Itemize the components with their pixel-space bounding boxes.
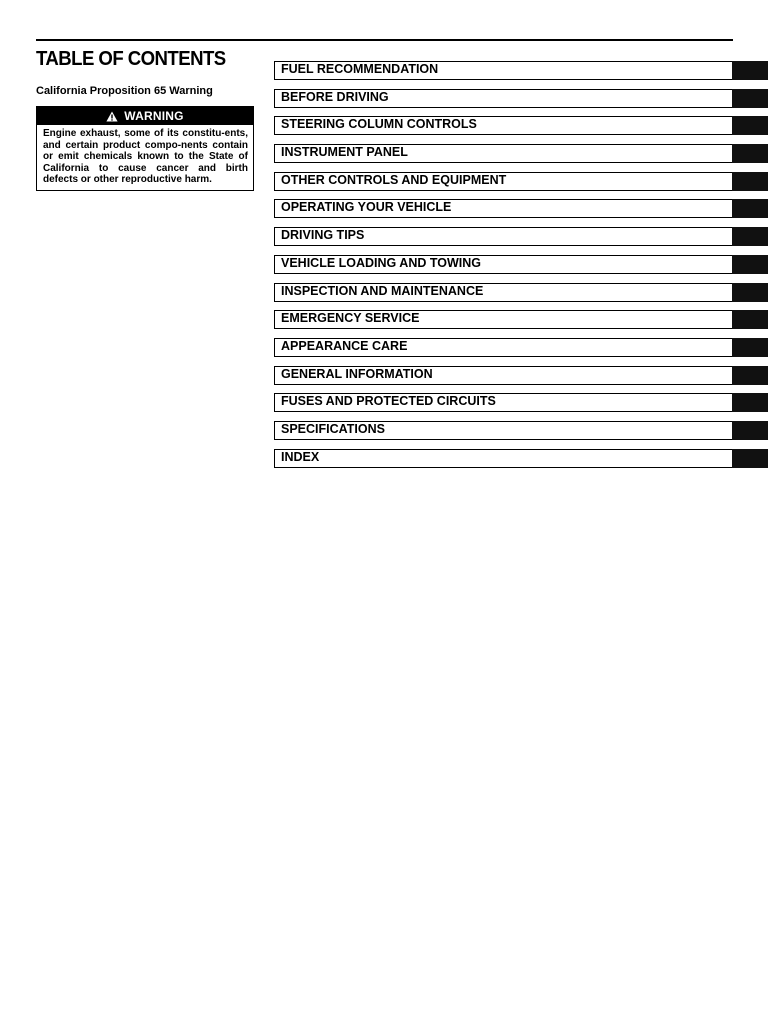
warning-triangle-icon: [106, 111, 118, 122]
section-tab: [732, 283, 768, 302]
section-tab: [732, 255, 768, 274]
toc-item-other-controls[interactable]: [274, 172, 732, 191]
prop65-warning-box: [36, 106, 254, 191]
section-tab: [732, 310, 768, 329]
section-tab: [732, 421, 768, 440]
toc-item-emergency-service[interactable]: [274, 310, 732, 329]
toc-item-label: INSTRUMENT PANEL: [281, 145, 408, 160]
toc-item-label: FUSES AND PROTECTED CIRCUITS: [281, 394, 496, 409]
toc-item-vehicle-loading-towing[interactable]: [274, 255, 732, 274]
toc-item-before-driving[interactable]: [274, 89, 732, 108]
toc-item-label: INDEX: [281, 449, 320, 464]
toc-item-appearance-care[interactable]: [274, 338, 732, 357]
warning-header: [37, 107, 253, 125]
section-tab: [732, 61, 768, 80]
toc-item-label: DRIVING TIPS: [281, 228, 365, 243]
section-tab: [732, 227, 768, 246]
toc-item-label: STEERING COLUMN CONTROLS: [281, 117, 477, 132]
toc-item-steering-column-controls[interactable]: [274, 116, 732, 135]
section-tab: [732, 338, 768, 357]
page-title: TABLE OF CONTENTS: [36, 48, 226, 70]
toc-item-label: INSPECTION AND MAINTENANCE: [281, 283, 484, 298]
toc-item-label: EMERGENCY SERVICE: [281, 311, 420, 326]
toc-item-label: APPEARANCE CARE: [281, 338, 408, 353]
section-tab: [732, 366, 768, 385]
toc-item-inspection-maintenance[interactable]: [274, 283, 732, 302]
section-tab: [732, 449, 768, 468]
toc-item-general-information[interactable]: [274, 366, 732, 385]
section-tab: [732, 116, 768, 135]
section-tab: [732, 393, 768, 412]
section-tab: [732, 199, 768, 218]
toc-item-label: OTHER CONTROLS AND EQUIPMENT: [281, 172, 507, 187]
toc-list: [274, 61, 768, 476]
toc-item-instrument-panel[interactable]: [274, 144, 732, 163]
toc-item-label: VEHICLE LOADING AND TOWING: [281, 255, 481, 270]
toc-item-label: OPERATING YOUR VEHICLE: [281, 200, 452, 215]
toc-item-fuel-recommendation[interactable]: [274, 61, 732, 80]
toc-item-label: FUEL RECOMMENDATION: [281, 62, 439, 76]
toc-item-specifications[interactable]: [274, 421, 732, 440]
toc-item-label: GENERAL INFORMATION: [281, 366, 433, 381]
top-divider: [36, 39, 733, 41]
toc-item-label: SPECIFICATIONS: [281, 421, 385, 436]
section-tab: [732, 89, 768, 108]
toc-item-label: BEFORE DRIVING: [281, 89, 389, 104]
toc-item-operating-your-vehicle[interactable]: [274, 199, 732, 218]
warning-text: Engine exhaust, some of its constitu-ents, and certain product compo-nents contain or emit chemicals known to the State of California to cause cancer and birth defects or other reproductive harm.: [43, 128, 248, 185]
warning-label: WARNING: [124, 109, 184, 123]
toc-item-fuses-protected-circuits[interactable]: [274, 393, 732, 412]
section-tab: [732, 144, 768, 163]
toc-item-driving-tips[interactable]: [274, 227, 732, 246]
toc-item-index[interactable]: [274, 449, 732, 468]
section-tab: [732, 172, 768, 191]
prop65-heading: California Proposition 65 Warning: [36, 85, 213, 97]
